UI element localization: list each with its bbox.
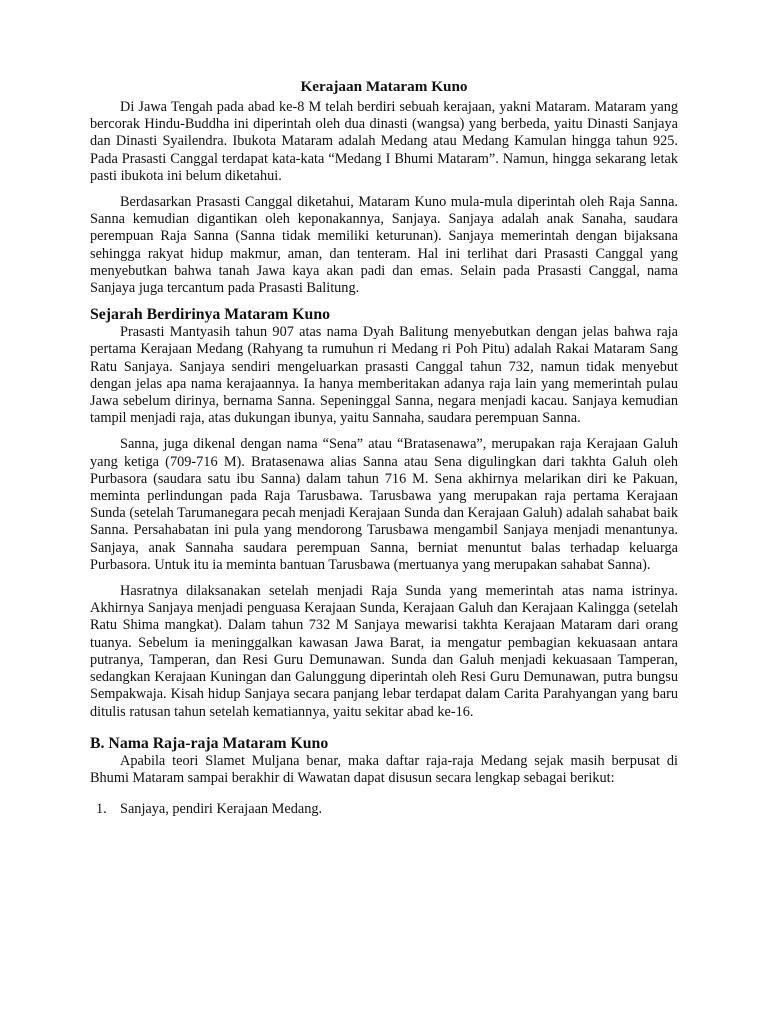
sejarah-paragraph-3: Hasratnya dilaksanakan setelah menjadi Raja Sunda yang memerintah atas nama istrinya. Akhirnya Sanjaya menjadi penguasa Kerajaan Sunda, Kerajaan Galuh dan Kerajaan Kalingga (setelah Ratu Shima mangkat). Dalam tahun 732 M Sanjaya mewarisi takhta Kerajaan Mataram dari orang tuanya. Sebelum ia meninggalkan kawasan Jawa Barat, ia mengatur pembagian kekuasaan antara putranya, Tamperan, dan Resi Guru Demunawan. Sunda dan Galuh menjadi kekuasaan Tamperan, sedangkan Kerajaan Kuningan dan Galunggung diperintah oleh Resi Guru Demunawan, putra bungsu Sempakwaja. Kisah hidup Sanjaya secara panjang lebar terdapat dalam Carita Parahyangan yang baru ditulis ratusan tahun setelah kematiannya, yaitu sekitar abad ke-16. bbox=[90, 583, 678, 720]
nama-raja-paragraph: Apabila teori Slamet Muljana benar, maka daftar raja-raja Medang sejak masih berpusat di Bhumi Mataram sampai berakhir di Wawatan dapat disusun secara lengkap sebagai berikut: bbox=[90, 752, 678, 786]
intro-paragraph-2: Berdasarkan Prasasti Canggal diketahui, Mataram Kuno mula-mula diperintah oleh Raja Sanna. Sanna kemudian digantikan oleh keponakannya, Sanjaya. Sanjaya adalah anak Sanaha, saudara perempuan Raja Sanna (Sanna tidak memiliki keturunan). Sanjaya memerintah dengan bijaksana sehingga rakyat hidup makmur, aman, dan tenteram. Hal ini terlihat dari Prasasti Canggal yang menyebutkan bahwa tanah Jawa kaya akan padi dan emas. Selain pada Prasasti Canggal, nama Sanjaya juga tercantum pada Prasasti Balitung. bbox=[90, 194, 678, 297]
intro-paragraph-1: Di Jawa Tengah pada abad ke-8 M telah berdiri sebuah kerajaan, yakni Mataram. Mataram yang bercorak Hindu-Buddha ini diperintah oleh dua dinasti (wangsa) yang berbeda, yaitu Dinasti Sanjaya dan Dinasti Syailendra. Ibukota Mataram adalah Medang atau Medang Kamulan hingga tahun 925. Pada Prasasti Canggal terdapat kata-kata “Medang I Bhumi Mataram”. Namun, hingga sekarang letak pasti ibukota ini belum diketahui. bbox=[90, 99, 678, 184]
list-item-number: 1. bbox=[96, 801, 107, 818]
list-item-text: Sanjaya, pendiri Kerajaan Medang. bbox=[120, 801, 323, 818]
king-list bbox=[90, 801, 678, 818]
section-heading-sejarah: Sejarah Berdirinya Mataram Kuno bbox=[90, 306, 331, 324]
section-heading-nama-raja: B. Nama Raja-raja Mataram Kuno bbox=[90, 734, 329, 752]
document-title: Kerajaan Mataram Kuno bbox=[300, 78, 468, 95]
sejarah-paragraph-2: Sanna, juga dikenal dengan nama “Sena” atau “Bratasenawa”, merupakan raja Kerajaan Galuh yang ketiga (709-716 M). Bratasenawa alias Sanna atau Sena digulingkan dari takhta Galuh oleh Purbasora (saudara satu ibu Sanna) dalam tahun 716 M. Sena akhirnya melarikan diri ke Pakuan, meminta perlindungan pada Raja Tarusbawa. Tarusbawa yang merupakan raja pertama Kerajaan Sunda (setelah Tarumanegara pecah menjadi Kerajaan Sunda dan Kerajaan Galuh) adalah sahabat baik Sanna. Persahabatan ini pula yang mendorong Tarusbawa mengambil Sanjaya menjadi menantunya. Sanjaya, anak Sannaha saudara perempuan Sanna, berniat menuntut balas terhadap keluarga Purbasora. Untuk itu ia meminta bantuan Tarusbawa (mertuanya yang merupakan sahabat Sanna). bbox=[90, 436, 678, 573]
sejarah-paragraph-1: Prasasti Mantyasih tahun 907 atas nama Dyah Balitung menyebutkan dengan jelas bahwa raja pertama Kerajaan Medang (Rahyang ta rumuhun ri Medang ri Poh Pitu) adalah Rakai Mataram Sang Ratu Sanjaya. Sanjaya sendiri mengeluarkan prasasti Canggal tahun 732, namun tidak menyebut dengan jelas apa nama kerajaannya. Ia hanya memberitakan adanya raja lain yang memerintah pulau Jawa sebelum dirinya, bernama Sanna. Sepeninggal Sanna, negara menjadi kacau. Sanjaya kemudian tampil menjadi raja, atas dukungan ibunya, yaitu Sannaha, saudara perempuan Sanna. bbox=[90, 324, 678, 427]
list-item bbox=[80, 801, 678, 818]
